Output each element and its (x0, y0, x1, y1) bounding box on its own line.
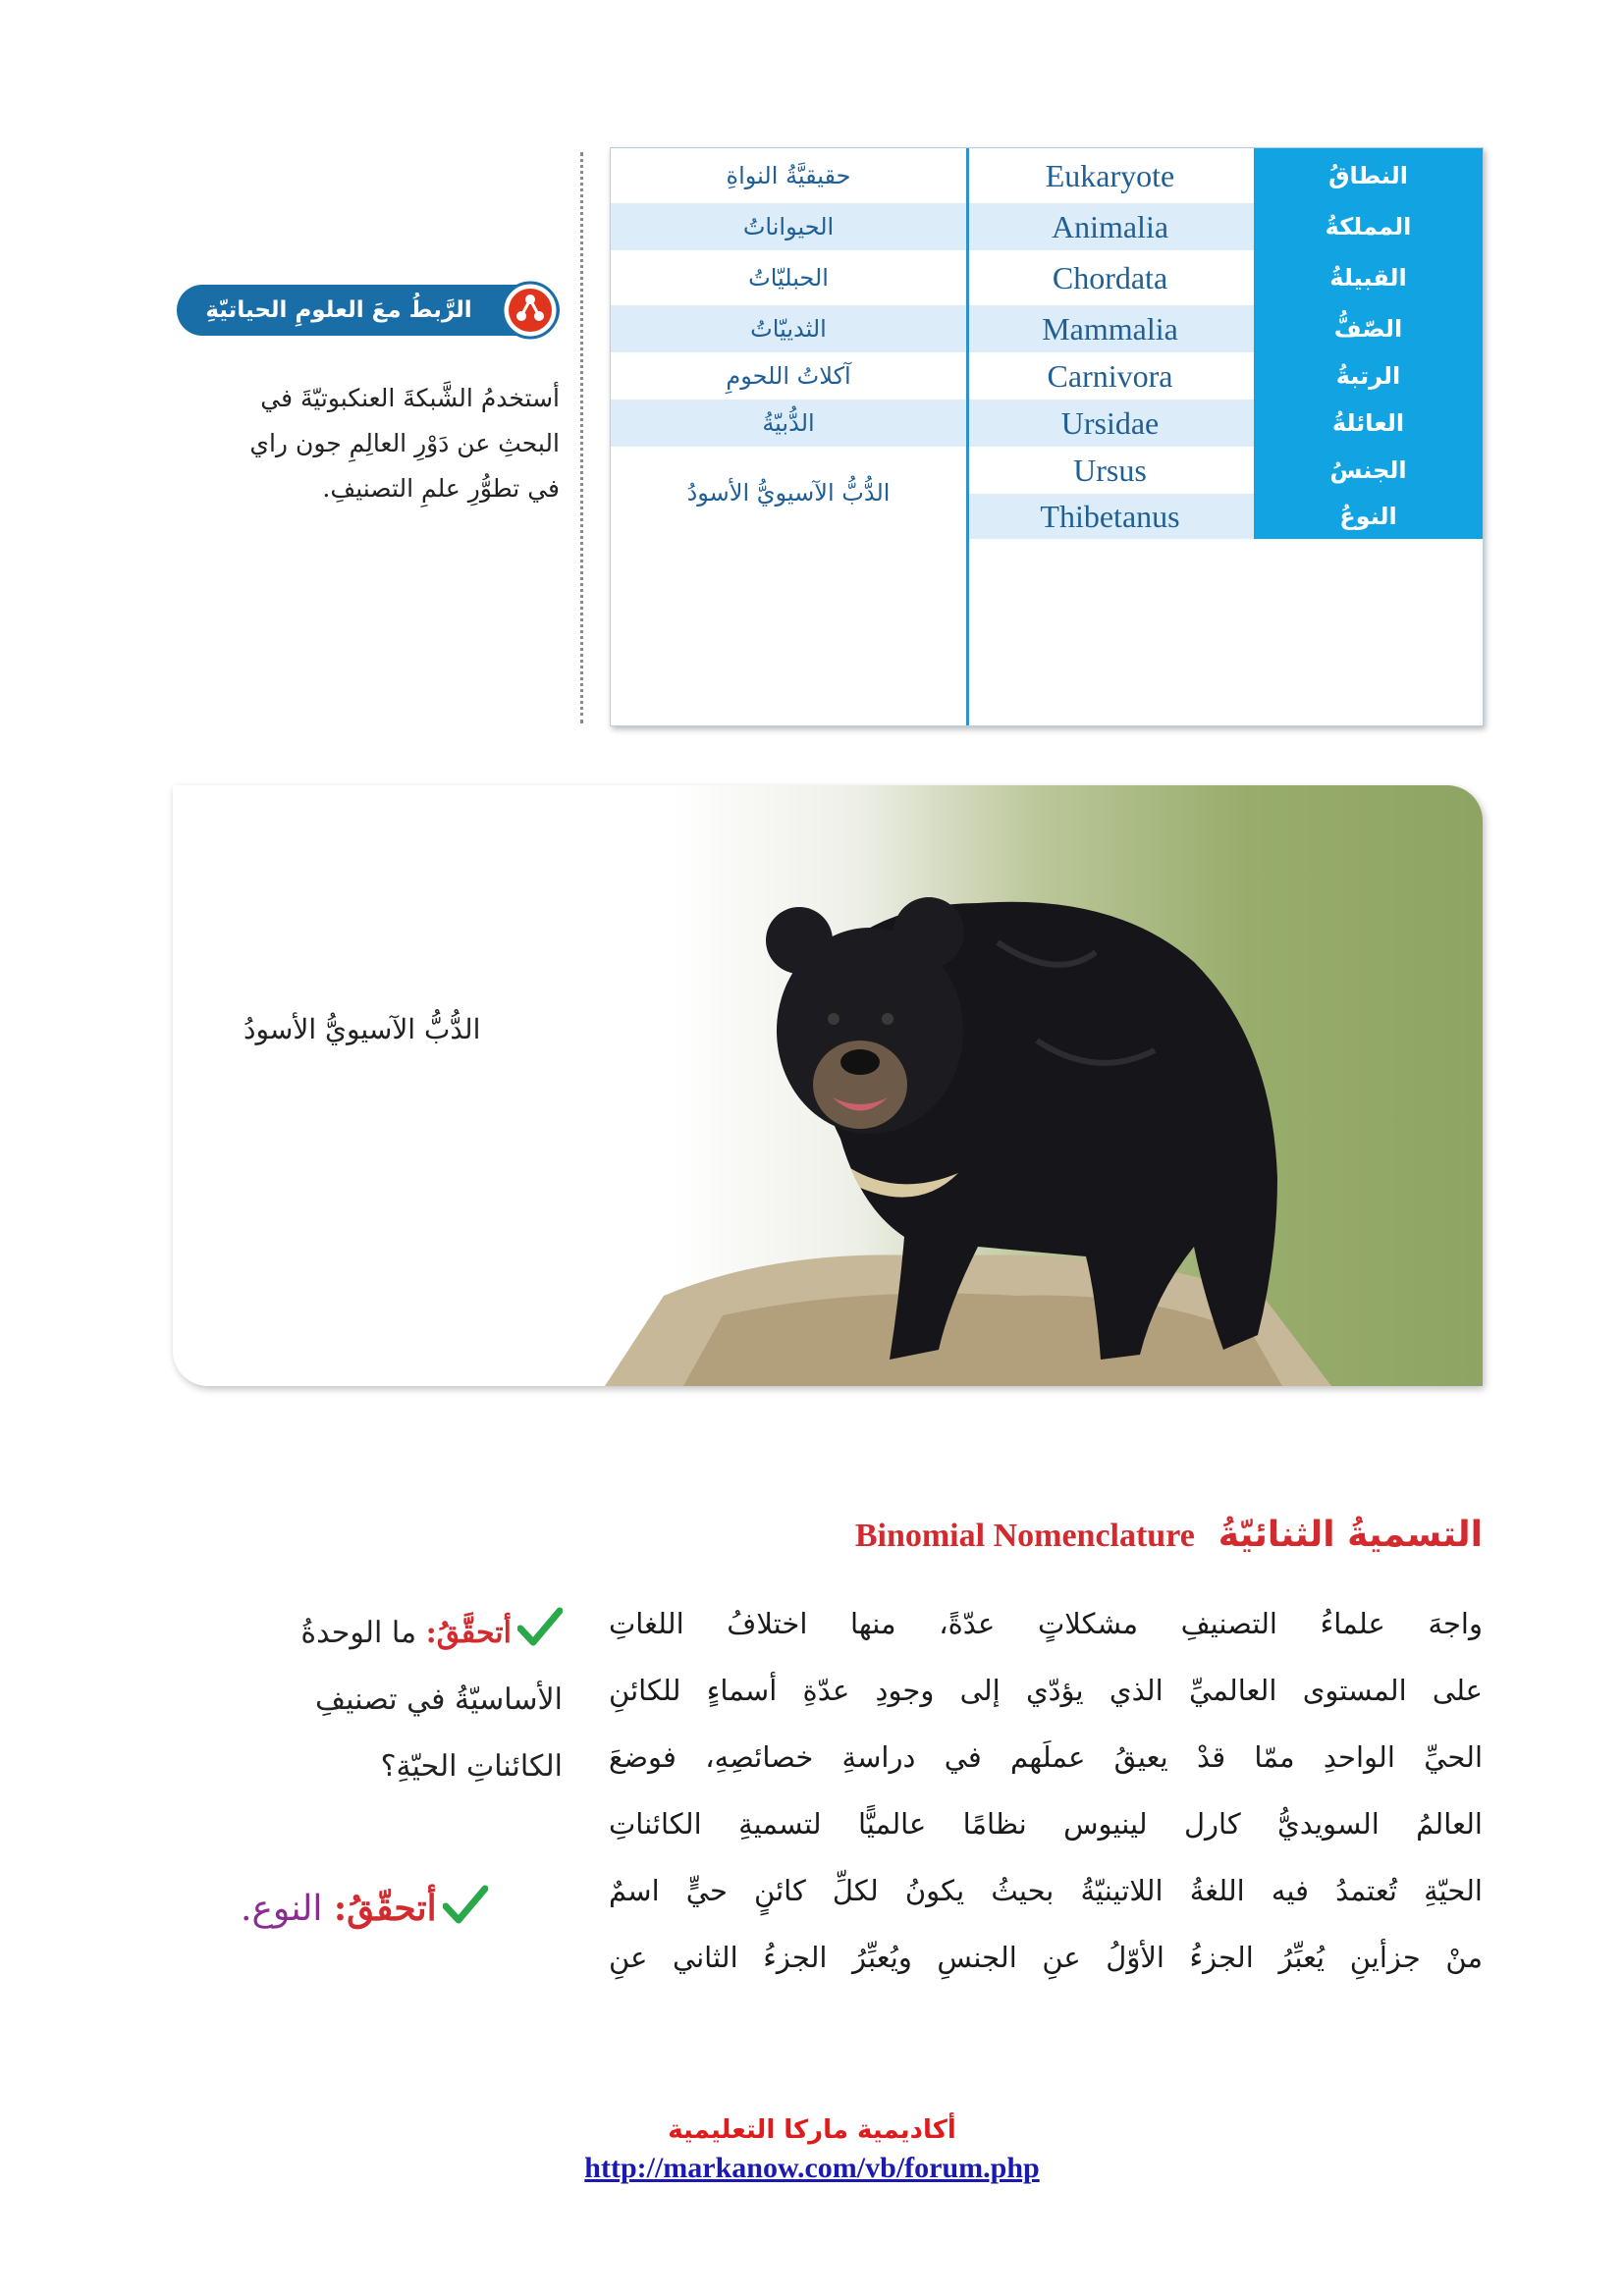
table-row (611, 203, 1483, 250)
rank-cell: الرتبةُ (1254, 352, 1483, 400)
photo-caption: الدُّبُّ الآسيويُّ الأسودُ (244, 1013, 481, 1045)
body-line: الحيِّ الواحدِ ممّا قدْ يعيقُ عملَهم في دراسةِ خصائصِهِ، فوضعَ (609, 1740, 1483, 1774)
taxonomy-table (610, 147, 1484, 726)
check-line (165, 1600, 563, 1667)
table-row (611, 305, 1483, 352)
table-row (611, 148, 1483, 203)
body-line: الحيّةِ تُعتمدُ فيه اللغةُ اللاتينيّةُ بحيثُ يكونُ لكلِّ كائنٍ حيٍّ اسمٌ (609, 1874, 1483, 1907)
latin-name-cell: Mammalia (1042, 310, 1178, 347)
section-title-english: Binomial Nomenclature (854, 1518, 1195, 1554)
arabic-name-cell: الحيواناتُ (742, 213, 835, 240)
latin-name-cell: Chordata (1052, 259, 1168, 295)
check-line: الكائناتِ الحيّةِ؟ (380, 1749, 563, 1784)
side-link-text (165, 376, 560, 511)
check-question (165, 1600, 563, 1800)
rank-cell: النوعُ (1254, 494, 1483, 539)
checkmark-icon (443, 1885, 488, 1926)
table-row (611, 250, 1483, 305)
latin-name-cell: Ursus (1073, 452, 1147, 488)
link-title: الرَّبطُ معَ العلومِ الحياتيّةِ (205, 297, 472, 323)
body-line: العالمُ السويديُّ كارل لينيوس نظامًا عالميًّا لتسميةِ الكائناتِ (609, 1807, 1483, 1841)
rank-cell: المملكةُ (1254, 203, 1483, 250)
checkmark-icon (517, 1607, 563, 1648)
latin-name-cell: Ursidae (1060, 404, 1160, 441)
section-heading (855, 1515, 1483, 1555)
check-label: أتحقَّقُ: (425, 1616, 512, 1650)
answer-label: أتحقّقُ: (333, 1888, 437, 1929)
arabic-name-cell: الدُّبيّةُ (762, 409, 815, 437)
body-paragraph (609, 1590, 1483, 1991)
answer-value: النوع. (241, 1889, 323, 1929)
side-line: أستخدمُ الشَّبكةَ العنكبوتيّةَ في (260, 384, 560, 412)
section-title-arabic: التسميةُ الثنائيّةُ (1218, 1515, 1483, 1555)
rank-cell: الجنسُ (1254, 447, 1483, 494)
footer-academy-name: أكاديمية ماركا التعليمية (668, 2115, 956, 2145)
footer-link[interactable]: http://markanow.com/vb/forum.php (584, 2152, 1040, 2184)
bear-photo-panel (173, 785, 1483, 1386)
life-sciences-link-badge (177, 285, 560, 336)
latin-name-cell: Eukaryote (1045, 157, 1175, 193)
body-line: منْ جزأينِ يُعبِّرُ الجزءُ الأوّلُ عنِ الجنسِ ويُعبِّرُ الجزءُ الثاني عنِ (609, 1941, 1483, 1974)
rank-cell: الصّفُّ (1254, 305, 1483, 352)
check-line: الأساسيّةُ في تصنيفِ (315, 1682, 563, 1717)
rank-cell: القبيلةُ (1254, 250, 1483, 305)
rank-cell: النطاقُ (1254, 148, 1483, 203)
arabic-name-cell: الدُّبُّ الآسيويُّ الأسودُ (686, 479, 891, 507)
life-sciences-icon (501, 281, 560, 340)
side-line: في تطوُّرِ علمِ التصنيفِ. (322, 474, 560, 503)
table-row (611, 352, 1483, 400)
merged-species-cell (611, 447, 966, 539)
side-line: البحثِ عن دَوْرِ العالِمِ جون راي (249, 429, 560, 457)
latin-name-cell: Carnivora (1047, 357, 1173, 394)
latin-name-cell: Thibetanus (1040, 498, 1180, 534)
check-question-text: ما الوحدةُ (300, 1616, 417, 1650)
latin-name-cell: Animalia (1051, 208, 1169, 244)
rank-cell: العائلةُ (1254, 400, 1483, 447)
dotted-separator (580, 152, 583, 723)
arabic-name-cell: الحبليّاتُ (748, 264, 829, 292)
arabic-name-cell: حقيقيَّةُ النواةِ (726, 162, 851, 189)
body-line: على المستوى العالميِّ الذي يؤدّي إلى وجودِ عدّةِ أسماءٍ للكائنِ (609, 1674, 1483, 1707)
body-line: واجهَ علماءُ التصنيفِ مشكلاتٍ عدّةً، منها اختلافُ اللغاتِ (609, 1607, 1483, 1640)
check-answer (241, 1885, 488, 1929)
arabic-name-cell: الثدييّاتُ (750, 315, 827, 343)
column-divider (966, 148, 969, 725)
bear-photo (173, 785, 1483, 1386)
table-row (611, 400, 1483, 447)
arabic-name-cell: آكلاتُ اللحومِ (726, 362, 851, 390)
